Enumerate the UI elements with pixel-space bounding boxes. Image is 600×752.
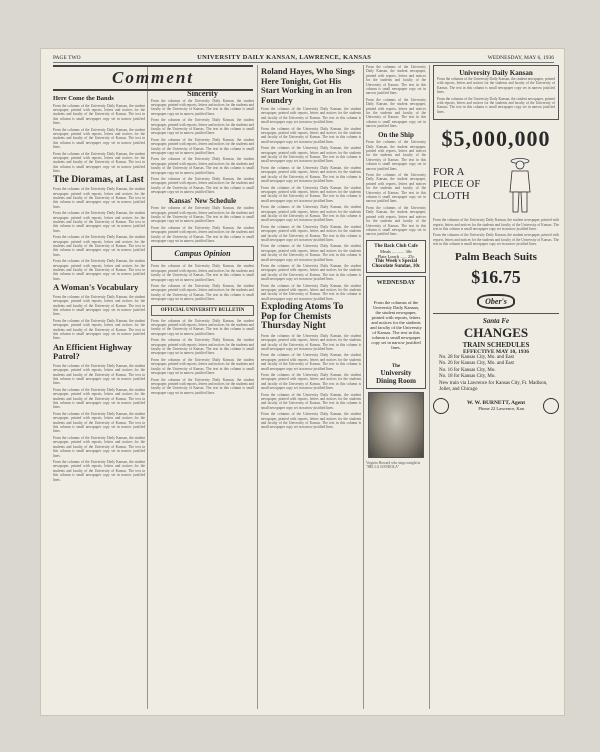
body-text: From the columns of the University Daily Kansan, the student newspaper, printed with reports, letters and notices for the students and faculty of the University of Kansas. The text in this column is small newspaper copy set in narrow justified lines. [151, 157, 254, 175]
body-text: From the columns of the University Daily Kansan, the student newspaper, printed with reports, letters and notices for the students and faculty of the University of Kansas. The text in this column is small newspaper copy set in narrow justified lines. [261, 333, 361, 351]
ad-body: From the columns of the University Daily Kansan, the student newspaper, printed with reports, letters and notices for the students and faculty of the University of Kansas. The text in this column is small newspaper copy set in narrow justified lines. [433, 218, 559, 232]
bulletin-title: OFFICIAL UNIVERSITY BULLETIN [160, 307, 245, 313]
issue-date: WEDNESDAY, MAY 6, 1936 [487, 54, 554, 61]
rail-emblem-icon [543, 398, 559, 414]
column-advertising [433, 65, 559, 709]
body-text: From the columns of the University Daily Kansan, the student newspaper, printed with reports, letters and notices for the students and faculty of the University of Kansas. The text in this column is small newspaper copy set in narrow justified lines. [151, 357, 254, 376]
photo-caption: Virginia Howard who sings tonight in "HELLA GONDOLA" [366, 460, 421, 470]
column-opinion [151, 87, 254, 709]
man-in-suit-illustration [500, 154, 540, 214]
column-rule [429, 65, 430, 709]
page-number: PAGE TWO [53, 54, 81, 61]
body-text: From the columns of the University Daily Kansan, the student newspaper, printed with reports, letters and notices for the students and faculty of the University of Kansas. The text in this column is small newspaper copy set in narrow justified lines. [151, 118, 254, 136]
newspaper-page [40, 48, 565, 716]
body-text: From the columns of the University Daily Kansan, the student newspaper, printed with reports, letters and notices for the students and faculty of the University of Kansas. The text in this column is small newspaper copy set in narrow justified lines. [53, 127, 145, 150]
body-text: From the columns of the University Daily Kansan, the student newspaper, printed with reports, letters and notices for the students and faculty of the University of Kansas. The text in this column is small newspaper copy set in narrow justified lines. [151, 137, 254, 155]
headline-ship: On the Ship [378, 130, 414, 139]
headline-vocabulary: A Woman's Vocabulary [53, 282, 139, 293]
masthead-text: From the columns of the University Daily Kansan, the student newspaper, printed with reports, letters and notices for the students and faculty of the University of Kansas. The text in this column is small newspaper copy set in narrow justified lines. [437, 96, 555, 114]
headline-hayes: Roland Hayes, Who Sings Here Tonight, Got His Start Working in an Iron Foundry [261, 66, 355, 105]
body-text: From the columns of the University Daily Kansan, the student newspaper, printed with reports, letters and notices for the students and faculty of the University of Kansas. The text in this column is small newspaper copy set in narrow justified lines. [151, 225, 254, 243]
palm-beach-title: Palm Beach Suits [455, 250, 537, 263]
body-text: From the columns of the University Daily Kansan, the student newspaper, printed with reports, letters and notices for the students and faculty of the University of Kansas. The text in this column is small newspaper copy set in narrow justified lines. [53, 211, 145, 233]
cafe-plate: Plate Lunch ...... 25c [377, 253, 415, 259]
body-text: From the columns of the University Daily Kansan, the student newspaper, printed with reports, letters and notices for the students and faculty of the University of Kansas. The text in this column is small newspaper copy set in narrow justified lines. [53, 235, 145, 257]
body-text: From the columns of the University Daily Kansan, the student newspaper, printed with reports, letters and notices for the students and faculty of the University of Kansas. The text in this column is small newspaper copy set in narrow justified lines. [261, 353, 361, 371]
headline-bands: Here Come the Bands [53, 95, 114, 102]
column-rule [363, 65, 364, 709]
body-text: From the columns of the University Daily Kansan, the student newspaper, printed with reports, letters and notices for the students and faculty of the University of Kansas. The text in this column is small newspaper copy set in narrow justified lines. [151, 206, 254, 224]
schedule-item: No. 28 for Kansas City, Mo. and East [439, 354, 514, 360]
column-editorial [53, 65, 194, 709]
body-text: From the columns of the University Daily Kansan, the student newspaper, printed with reports, letters and notices for the students and faculty of the University of Kansas. The text in this column is small newspaper copy set in narrow justified lines. [53, 259, 145, 281]
body-text: From the columns of the University Daily Kansan, the student newspaper, printed with reports, letters and notices for the students and faculty of the University of Kansas. The text in this column is small newspaper copy set in narrow justified lines. [261, 283, 361, 301]
body-text: From the columns of the University Daily Kansan, the student newspaper, printed with reports, letters and notices for the students and faculty of the University of Kansas. The text in this column is small newspaper copy set in narrow justified lines. [53, 387, 145, 410]
cafe-special: This Week's Special Chocolate Sundae, 10c [371, 258, 421, 269]
campus-opinion-box [151, 246, 254, 261]
body-text: From the columns of the University Daily Kansan, the student newspaper, printed with reports, letters and notices for the students and faculty of the University of Kansas. The text in this column is small newspaper copy set in narrow justified lines. [53, 294, 145, 317]
column-rule [257, 65, 258, 709]
masthead-text: From the columns of the University Daily Kansan, the student newspaper, printed with reports, letters and notices for the students and faculty of the University of Kansas. The text in this column is small newspaper copy set in narrow justified lines. [437, 77, 555, 95]
agent-phone: Phone 22 Lawrence, Kan. [478, 406, 526, 412]
dining-the: The [391, 363, 401, 369]
column-news [261, 65, 361, 709]
body-text: From the columns of the University Daily Kansan, the student newspaper, printed with reports, letters and notices for the students and faculty of the University of Kansas. The text in this column is small newspaper copy set in narrow justified lines. [151, 338, 254, 356]
schedule-item: No. 16 for Kansas City, Mo. [439, 367, 496, 373]
headline-highway: An Efficient Highway Patrol? [53, 341, 132, 362]
body-text: From the columns of the University Daily Kansan, the student newspaper, printed with reports, letters and notices for the students and faculty of the University of Kansas. The text in this column is small newspaper copy set in narrow justified lines. [261, 107, 361, 125]
cafe-name: The Back Club Cafe [374, 243, 418, 249]
body-text: From the columns of the University Daily Kansan, the student newspaper, printed with reports, letters and notices for the students and faculty of the University of Kansas. The text in this column is small newspaper copy set in narrow justified lines. [151, 377, 254, 395]
agent-name: W. W. BURNETT, Agent [466, 400, 526, 407]
comment-banner: Comment [53, 65, 253, 91]
body-text: From the columns of the University Daily Kansan, the student newspaper, printed with reports, letters and notices for the students and faculty of the University of Kansas. The text in this column is small newspaper copy set in narrow justified lines. [151, 318, 254, 336]
headline-sincerity: Sincerity [187, 89, 218, 98]
bulletin-box [151, 305, 254, 316]
body-text: From the columns of the University Daily Kansan, the student newspaper, printed with reports, letters and notices for the students and faculty of the University of Kansas. The text in this column is small newspaper copy set in narrow justified lines. [261, 392, 361, 410]
body-text: From the columns of the University Daily Kansan, the student newspaper, printed with reports, letters and notices for the students and faculty of the University of Kansas. The text in this column is small newspaper copy set in narrow justified lines. [261, 185, 361, 203]
schedule-item: No. 26 for Kansas City, Mo. and East [439, 361, 514, 367]
campus-opinion-title: Campus Opinion [174, 249, 231, 259]
body-text: From the columns of the University Daily Kansan, the student newspaper, printed with reports, letters and notices for the students and faculty of the University of Kansas. The text in this column is small newspaper copy set in narrow justified lines. [53, 459, 145, 482]
body-text: From the columns of the University Daily Kansan, the student newspaper, printed with reports, letters and notices for the students and faculty of the University of Kansas. The text in this column is small newspaper copy set in narrow justified lines. [261, 165, 361, 184]
schedule-item: No. 18 for Kansas City, Mo. [439, 374, 496, 380]
body-text: From the columns of the University Daily Kansan, the student newspaper, printed with reports, letters and notices for the students and faculty of the University of Kansas. The text in this column is small newspaper copy set in narrow justified lines. [151, 284, 254, 302]
cafe-meals: Meals ........... 30c [379, 248, 413, 254]
body-text: From the columns of the University Daily Kansan, the student newspaper, printed with reports, letters and notices for the students and faculty of the University of Kansas. The text in this column is small newspaper copy set in narrow justified lines. [53, 187, 145, 209]
dining-university: University [380, 368, 412, 377]
train-title: TRAIN SCHEDULES [462, 340, 530, 349]
schedule-list [433, 355, 559, 394]
body-text: From the columns of the University Daily Kansan, the student newspaper, printed with reports, letters and notices for the students and faculty of the University of Kansas. The text in this column is small newspaper copy set in narrow justified lines. [261, 412, 361, 430]
body-text: From the columns of the University Daily Kansan, the student newspaper, printed with reports, letters and notices for the students and faculty of the University of Kansas. The text in this column is small newspaper copy set in narrow justified lines. [366, 173, 426, 204]
headline-exploding-atoms: Exploding Atoms To Pop for Chemists Thursday Night [261, 302, 344, 332]
body-text: From the columns of the University Daily Kansan, the student newspaper, printed with reports, letters and notices for the students and faculty of the University of Kansas. The text in this column is small newspaper copy set in narrow justified lines. [53, 103, 145, 126]
santa-fe-name: Santa Fe [482, 316, 510, 325]
dining-room: Dining Room [376, 376, 416, 385]
dining-menu: From the columns of the University Daily Kansan, the student newspaper, printed with reports, letters and notices for the students and faculty of the University of Kansas. The text in this column is small newspaper copy set in narrow justified lines. [370, 299, 422, 350]
ad-line-cloth: CLOTH [433, 190, 470, 203]
body-text: From the columns of the University Daily Kansan, the student newspaper, printed with reports, letters and notices for the students and faculty of the University of Kansas. The text in this column is small newspaper copy set in narrow justified lines. [261, 205, 361, 223]
body-text: From the columns of the University Daily Kansan, the student newspaper, printed with reports, letters and notices for the students and faculty of the University of Kansas. The text in this column is small newspaper copy set in narrow justified lines. [261, 373, 361, 391]
santa-fe-logo-icon [433, 398, 449, 414]
body-text: From the columns of the University Daily Kansan, the student newspaper, printed with reports, letters and notices for the students and faculty of the University of Kansas. The text in this column is small newspaper copy set in narrow justified lines. [366, 65, 426, 96]
body-text: From the columns of the University Daily Kansan, the student newspaper, printed with reports, letters and notices for the students and faculty of the University of Kansas. The text in this column is small newspaper copy set in narrow justified lines. [53, 151, 145, 174]
suit-price: $16.75 [471, 266, 521, 287]
dining-day: WEDNESDAY [376, 279, 416, 286]
ad-price: $5,000,000 [441, 126, 551, 152]
body-text: From the columns of the University Daily Kansan, the student newspaper, printed with reports, letters and notices for the students and faculty of the University of Kansas. The text in this column is small newspaper copy set in narrow justified lines. [261, 264, 361, 282]
body-text: From the columns of the University Daily Kansan, the student newspaper, printed with reports, letters and notices for the students and faculty of the University of Kansas. The text in this column is small newspaper copy set in narrow justified lines. [366, 205, 426, 237]
body-text: From the columns of the University Daily Kansan, the student newspaper, printed with reports, letters and notices for the students and faculty of the University of Kansas. The text in this column is small newspaper copy set in narrow justified lines. [366, 140, 426, 171]
body-text: From the columns of the University Daily Kansan, the student newspaper, printed with reports, letters and notices for the students and faculty of the University of Kansas. The text in this column is small newspaper copy set in narrow justified lines. [261, 126, 361, 144]
body-text: From the columns of the University Daily Kansan, the student newspaper, printed with reports, letters and notices for the students and faculty of the University of Kansas. The text in this column is small newspaper copy set in narrow justified lines. [261, 224, 361, 242]
headline-kansas-schedule: Kansas' New Schedule [168, 196, 237, 205]
body-text: From the columns of the University Daily Kansan, the student newspaper, printed with reports, letters and notices for the students and faculty of the University of Kansas. The text in this column is small newspaper copy set in narrow justified lines. [151, 177, 254, 195]
body-text: From the columns of the University Daily Kansan, the student newspaper, printed with reports, letters and notices for the students and faculty of the University of Kansas. The text in this column is small newspaper copy set in narrow justified lines. [261, 244, 361, 262]
body-text: From the columns of the University Daily Kansan, the student newspaper, printed with reports, letters and notices for the students and faculty of the University of Kansas. The text in this column is small newspaper copy set in narrow justified lines. [53, 435, 145, 458]
column-ads [366, 65, 426, 709]
palm-beach-ad [433, 126, 559, 308]
staff-masthead [433, 65, 559, 120]
paper-title: UNIVERSITY DAILY KANSAN, LAWRENCE, KANSAS [197, 54, 372, 61]
body-text: From the columns of the University Daily Kansan, the student newspaper, printed with reports, letters and notices for the students and faculty of the University of Kansas. The text in this column is small newspaper copy set in narrow justified lines. [53, 318, 145, 341]
headline-dioramas: The Dioramas, at Last [53, 174, 144, 185]
effective-date: EFFECTIVE MAY 10, 1936 [463, 348, 529, 355]
ad-body: From the columns of the University Daily Kansan, the student newspaper, printed with reports, letters and notices for the students and faculty of the University of Kansas. The text in this column is small newspaper copy set in narrow justified lines. [433, 233, 559, 247]
body-text: From the columns of the University Daily Kansan, the student newspaper, printed with reports, letters and notices for the students and faculty of the University of Kansas. The text in this column is small newspaper copy set in narrow justified lines. [151, 264, 254, 282]
column-rule [147, 65, 148, 709]
schedule-item: New train via Lawrence for Kansas City, Ft. Madison, Joliet, and Chicago [439, 380, 548, 393]
singer-photo [368, 392, 424, 458]
body-text: From the columns of the University Daily Kansan, the student newspaper, printed with reports, letters and notices for the students and faculty of the University of Kansas. The text in this column is small newspaper copy set in narrow justified lines. [151, 98, 254, 116]
obers-logo: Ober's [477, 294, 515, 309]
running-header [53, 53, 554, 63]
body-text: From the columns of the University Daily Kansan, the student newspaper, printed with reports, letters and notices for the students and faculty of the University of Kansas. The text in this column is small newspaper copy set in narrow justified lines. [366, 97, 426, 129]
santa-fe-ad [433, 313, 559, 414]
changes-title: CHANGES [463, 324, 529, 340]
body-text: From the columns of the University Daily Kansan, the student newspaper, printed with reports, letters and notices for the students and faculty of the University of Kansas. The text in this column is small newspaper copy set in narrow justified lines. [261, 146, 361, 164]
body-text: From the columns of the University Daily Kansan, the student newspaper, printed with reports, letters and notices for the students and faculty of the University of Kansas. The text in this column is small newspaper copy set in narrow justified lines. [53, 411, 145, 434]
dining-ad [366, 276, 426, 389]
ad-line-piece: PIECE OF [433, 178, 481, 191]
masthead-title: University Daily Kansan [459, 69, 533, 77]
cafe-ad [366, 240, 426, 273]
ad-line-for-a: FOR A [433, 166, 465, 179]
body-text: From the columns of the University Daily Kansan, the student newspaper, printed with reports, letters and notices for the students and faculty of the University of Kansas. The text in this column is small newspaper copy set in narrow justified lines. [53, 363, 145, 386]
